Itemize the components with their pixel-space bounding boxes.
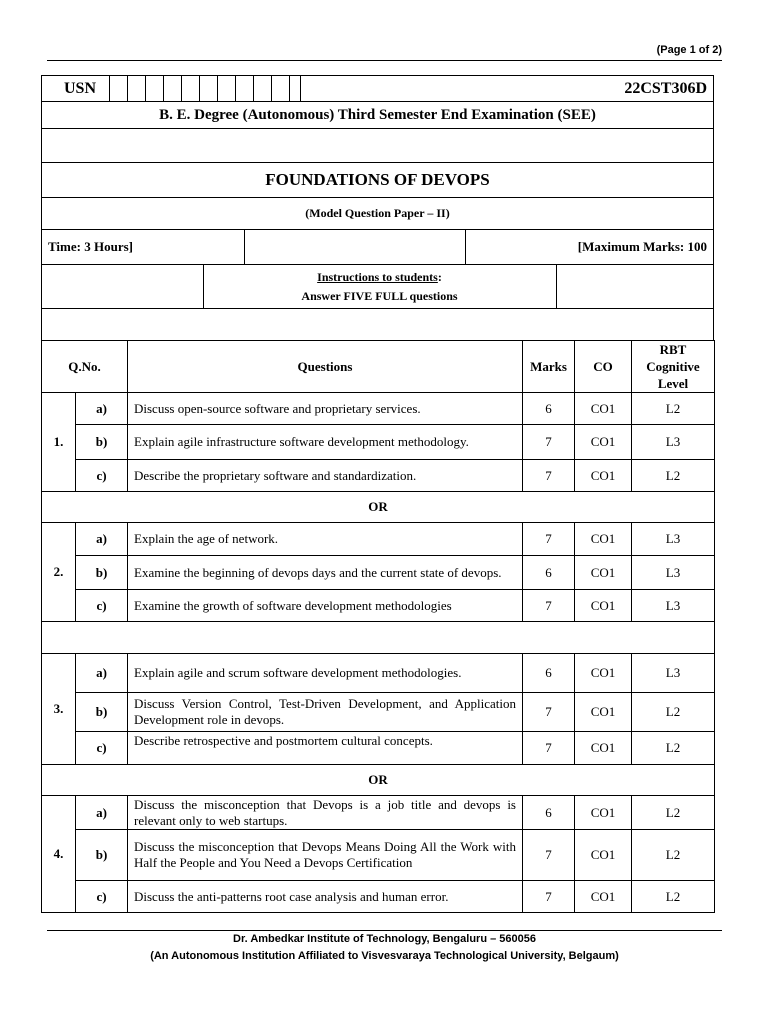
- marks-cell: 7: [523, 460, 575, 492]
- blank-row-2: [41, 309, 714, 341]
- paper-type-row: [41, 198, 714, 230]
- level-cell: L3: [632, 556, 715, 590]
- level-cell: L3: [632, 590, 715, 622]
- level-cell: L3: [632, 425, 715, 460]
- question-text: Explain the age of network.: [128, 523, 523, 556]
- part-label: a): [76, 796, 128, 830]
- spacer-row: [42, 622, 715, 654]
- col-questions: Questions: [128, 341, 523, 393]
- table-row: [42, 590, 715, 622]
- part-label: a): [76, 523, 128, 556]
- co-cell: CO1: [575, 460, 632, 492]
- or-row: [42, 765, 715, 796]
- part-label: a): [76, 654, 128, 693]
- question-text: Discuss the misconception that Devops is a job title and devops is relevant only to web startups.: [128, 796, 523, 830]
- table-row: [42, 460, 715, 492]
- max-marks: [Maximum Marks: 100: [577, 239, 707, 254]
- co-cell: CO1: [575, 693, 632, 732]
- or-row: [42, 492, 715, 523]
- part-label: b): [76, 425, 128, 460]
- question-text: Examine the beginning of devops days and the current state of devops.: [128, 556, 523, 590]
- subject-title: FOUNDATIONS OF DEVOPS: [265, 170, 490, 189]
- page-number: (Page 1 of 2): [656, 44, 722, 56]
- part-label: c): [76, 881, 128, 913]
- time-marks-row: [41, 230, 714, 265]
- question-number: 2.: [42, 523, 76, 622]
- part-label: b): [76, 830, 128, 881]
- part-label: c): [76, 460, 128, 492]
- part-label: a): [76, 393, 128, 425]
- co-cell: CO1: [575, 732, 632, 765]
- col-rbt: RBT Cognitive Level: [632, 341, 715, 393]
- marks-cell: 7: [523, 693, 575, 732]
- table-row: [42, 881, 715, 913]
- table-row: [42, 796, 715, 830]
- question-text: Describe retrospective and postmortem cultural concepts.: [128, 732, 523, 765]
- table-row: [42, 393, 715, 425]
- part-label: b): [76, 693, 128, 732]
- marks-cell: 7: [523, 523, 575, 556]
- instructions-colon: :: [437, 269, 442, 284]
- co-cell: CO1: [575, 393, 632, 425]
- level-cell: L2: [632, 393, 715, 425]
- marks-cell: 7: [523, 830, 575, 881]
- co-cell: CO1: [575, 654, 632, 693]
- level-cell: L3: [632, 523, 715, 556]
- question-text: Explain agile and scrum software development methodologies.: [128, 654, 523, 693]
- blank-row: [41, 129, 714, 163]
- marks-cell: 6: [523, 796, 575, 830]
- paper-type: (Model Question Paper – II): [305, 206, 450, 220]
- level-cell: L2: [632, 732, 715, 765]
- question-text: Describe the proprietary software and standardization.: [128, 460, 523, 492]
- table-row: [42, 556, 715, 590]
- question-number: 4.: [42, 796, 76, 913]
- marks-cell: 7: [523, 881, 575, 913]
- marks-cell: 7: [523, 425, 575, 460]
- level-cell: L3: [632, 654, 715, 693]
- footer-institute: Dr. Ambedkar Institute of Technology, Bengaluru – 560056: [233, 933, 536, 945]
- questions-table: [41, 340, 715, 913]
- duration: Time: 3 Hours]: [48, 239, 133, 254]
- or-separator: OR: [42, 492, 715, 523]
- question-number: 1.: [42, 393, 76, 492]
- table-row: [42, 830, 715, 881]
- usn-row: [41, 75, 714, 102]
- table-header: [42, 341, 715, 393]
- question-text: Discuss Version Control, Test-Driven Development, and Application Development role in devops.: [128, 693, 523, 732]
- instructions-text: Answer FIVE FULL questions: [301, 288, 458, 303]
- marks-cell: 7: [523, 732, 575, 765]
- course-code: 22CST306D: [624, 79, 707, 97]
- instructions-row: [41, 265, 714, 309]
- blank-separator: [42, 622, 715, 654]
- level-cell: L2: [632, 830, 715, 881]
- instructions: [203, 265, 556, 308]
- co-cell: CO1: [575, 796, 632, 830]
- question-text: Discuss open-source software and proprietary services.: [128, 393, 523, 425]
- co-cell: CO1: [575, 590, 632, 622]
- part-label: b): [76, 556, 128, 590]
- table-row: [42, 523, 715, 556]
- question-text: Examine the growth of software development methodologies: [128, 590, 523, 622]
- level-cell: L2: [632, 796, 715, 830]
- co-cell: CO1: [575, 556, 632, 590]
- part-label: c): [76, 732, 128, 765]
- marks-cell: 6: [523, 393, 575, 425]
- co-cell: CO1: [575, 881, 632, 913]
- level-cell: L2: [632, 460, 715, 492]
- table-row: [42, 654, 715, 693]
- footer-affiliation: (An Autonomous Institution Affiliated to Visvesvaraya Technological University, Belgaum): [150, 950, 619, 962]
- part-label: c): [76, 590, 128, 622]
- table-row: [42, 425, 715, 460]
- question-text: Explain agile infrastructure software development methodology.: [128, 425, 523, 460]
- col-qno: Q.No.: [42, 341, 128, 393]
- subject-row: [41, 163, 714, 198]
- exam-title-row: [41, 102, 714, 129]
- col-marks: Marks: [523, 341, 575, 393]
- marks-cell: 6: [523, 654, 575, 693]
- table-row: [42, 693, 715, 732]
- question-text: Discuss the anti-patterns root case analysis and human error.: [128, 881, 523, 913]
- co-cell: CO1: [575, 830, 632, 881]
- header-rule: [47, 60, 722, 61]
- table-row: [42, 732, 715, 765]
- exam-title: B. E. Degree (Autonomous) Third Semester End Examination (SEE): [159, 106, 596, 123]
- marks-cell: 7: [523, 590, 575, 622]
- co-cell: CO1: [575, 523, 632, 556]
- usn-label: USN: [64, 79, 97, 97]
- or-separator: OR: [42, 765, 715, 796]
- level-cell: L2: [632, 693, 715, 732]
- footer-rule: [47, 930, 722, 931]
- col-co: CO: [575, 341, 632, 393]
- question-text: Discuss the misconception that Devops Means Doing All the Work with Half the People and You Need a Devops Certification: [128, 830, 523, 881]
- instructions-heading: Instructions to students: [317, 269, 438, 284]
- marks-cell: 6: [523, 556, 575, 590]
- co-cell: CO1: [575, 425, 632, 460]
- question-number: 3.: [42, 654, 76, 765]
- level-cell: L2: [632, 881, 715, 913]
